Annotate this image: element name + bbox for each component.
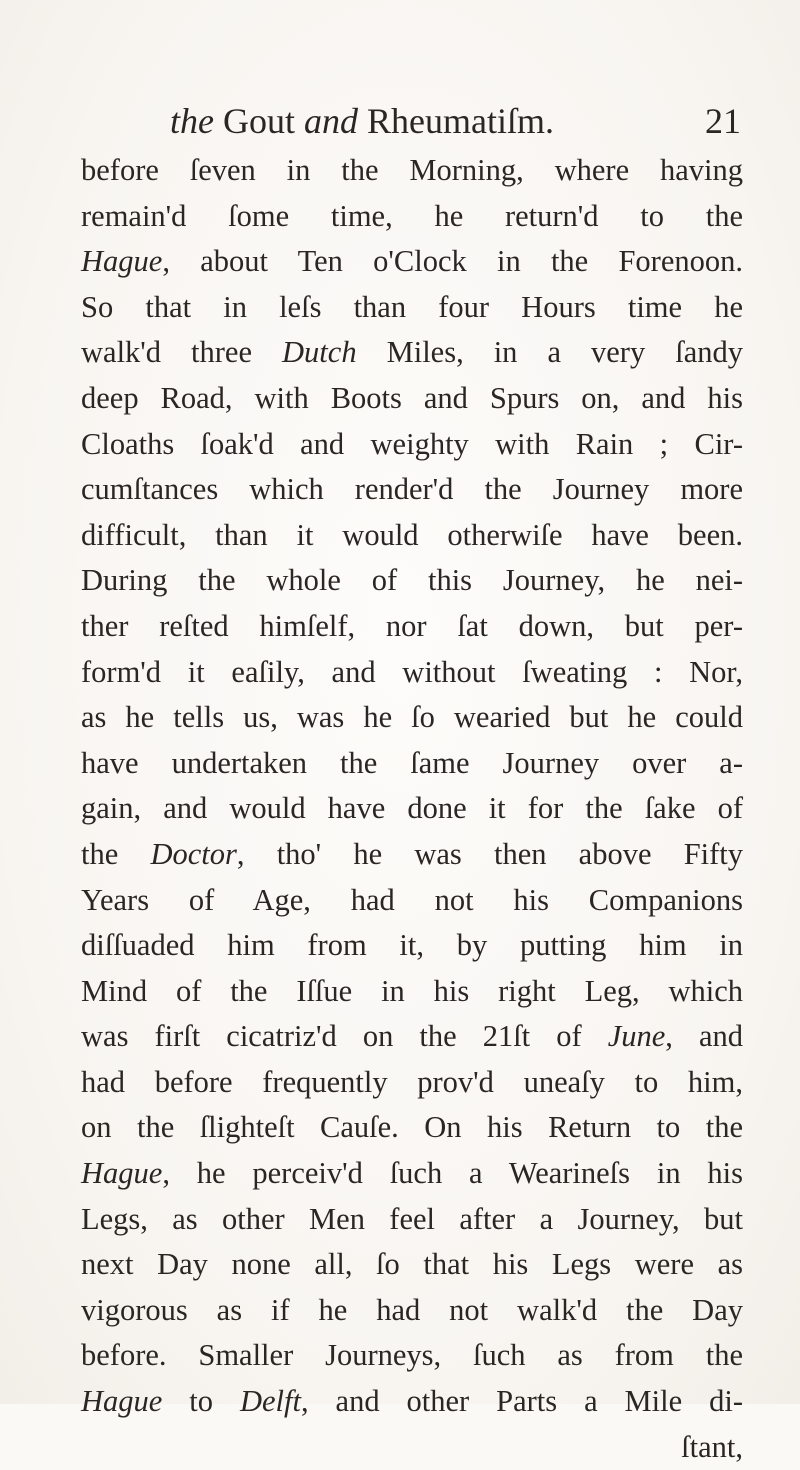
place-name-hague: Hague [81,244,163,279]
text-line: gain, and would have done it for the ſake of [81,791,743,826]
text-line: remain'd ſome time, he return'd to the [81,198,743,233]
text-line: the Doctor, tho' he was then above Fifty [81,836,744,871]
text-line: next Day none all, ſo that his Legs were as [81,1247,743,1282]
text-line: So that in leſs than four Hours time he [81,289,743,324]
text-line: Hague, about Ten o'Clock in the Forenoon. [81,244,743,279]
word-doctor: Doctor [150,836,237,871]
text-line: as he tells us, was he ſo wearied but he could [81,700,743,735]
text-line: During the whole of this Journey, he nei- [81,563,743,598]
text-line: vigorous as if he had not walk'd the Day [81,1292,743,1327]
text-line: form'd it eaſily, and without ſweating : Nor, [81,654,743,689]
text-line: ther reſted himſelf, nor ſat down, but per- [81,608,743,643]
place-name-delft: Delft [239,1384,301,1419]
header-word-the: the [170,101,214,141]
text-line: Hague, he perceiv'd ſuch a Wearineſs in his [81,1156,743,1191]
text-line: deep Road, with Boots and Spurs on, and his [81,380,743,415]
word-dutch: Dutch [282,335,357,370]
page-number: 21 [705,101,741,141]
header-word-gout: Gout [222,101,295,141]
text-line: Legs, as other Men feel after a Journey, but [81,1201,743,1236]
header-word-and: and [303,101,358,141]
place-name-hague: Hague [81,1156,163,1191]
running-header [170,96,660,146]
catchword: ſtant, [681,1429,743,1464]
text-line: walk'd three Dutch Miles, in a very ſandy [81,335,743,370]
text-line: Cloaths ſoak'd and weighty with Rain ; Cir- [81,426,743,461]
text-line: Mind of the Iſſue in his right Leg, which [81,973,743,1008]
header-word-rheumatism: Rheumatiſm. [366,101,554,141]
text-line: Years of Age, had not his Companions [81,882,743,917]
text-line: before. Smaller Journeys, ſuch as from the [81,1338,743,1373]
place-name-hague: Hague [81,1384,163,1419]
text-line: had before frequently prov'd uneaſy to him, [81,1064,743,1099]
text-line: have undertaken the ſame Journey over a- [81,745,743,780]
body-text [81,148,743,1470]
text-line: difficult, than it would otherwiſe have been. [81,517,743,552]
text-line: was firſt cicatriz'd on the 21ſt of June, and [81,1019,743,1054]
text-line: Hague to Delft, and other Parts a Mile di- [81,1384,743,1419]
text-line: diſſuaded him from it, by putting him in [81,928,743,963]
catchword-line [81,1425,743,1470]
text-line: cumſtances which render'd the Journey more [81,472,743,507]
word-june: June [607,1019,666,1054]
text-line: on the ſlighteſt Cauſe. On his Return to the [81,1110,743,1145]
text-line: before ſeven in the Morning, where having [81,153,743,187]
